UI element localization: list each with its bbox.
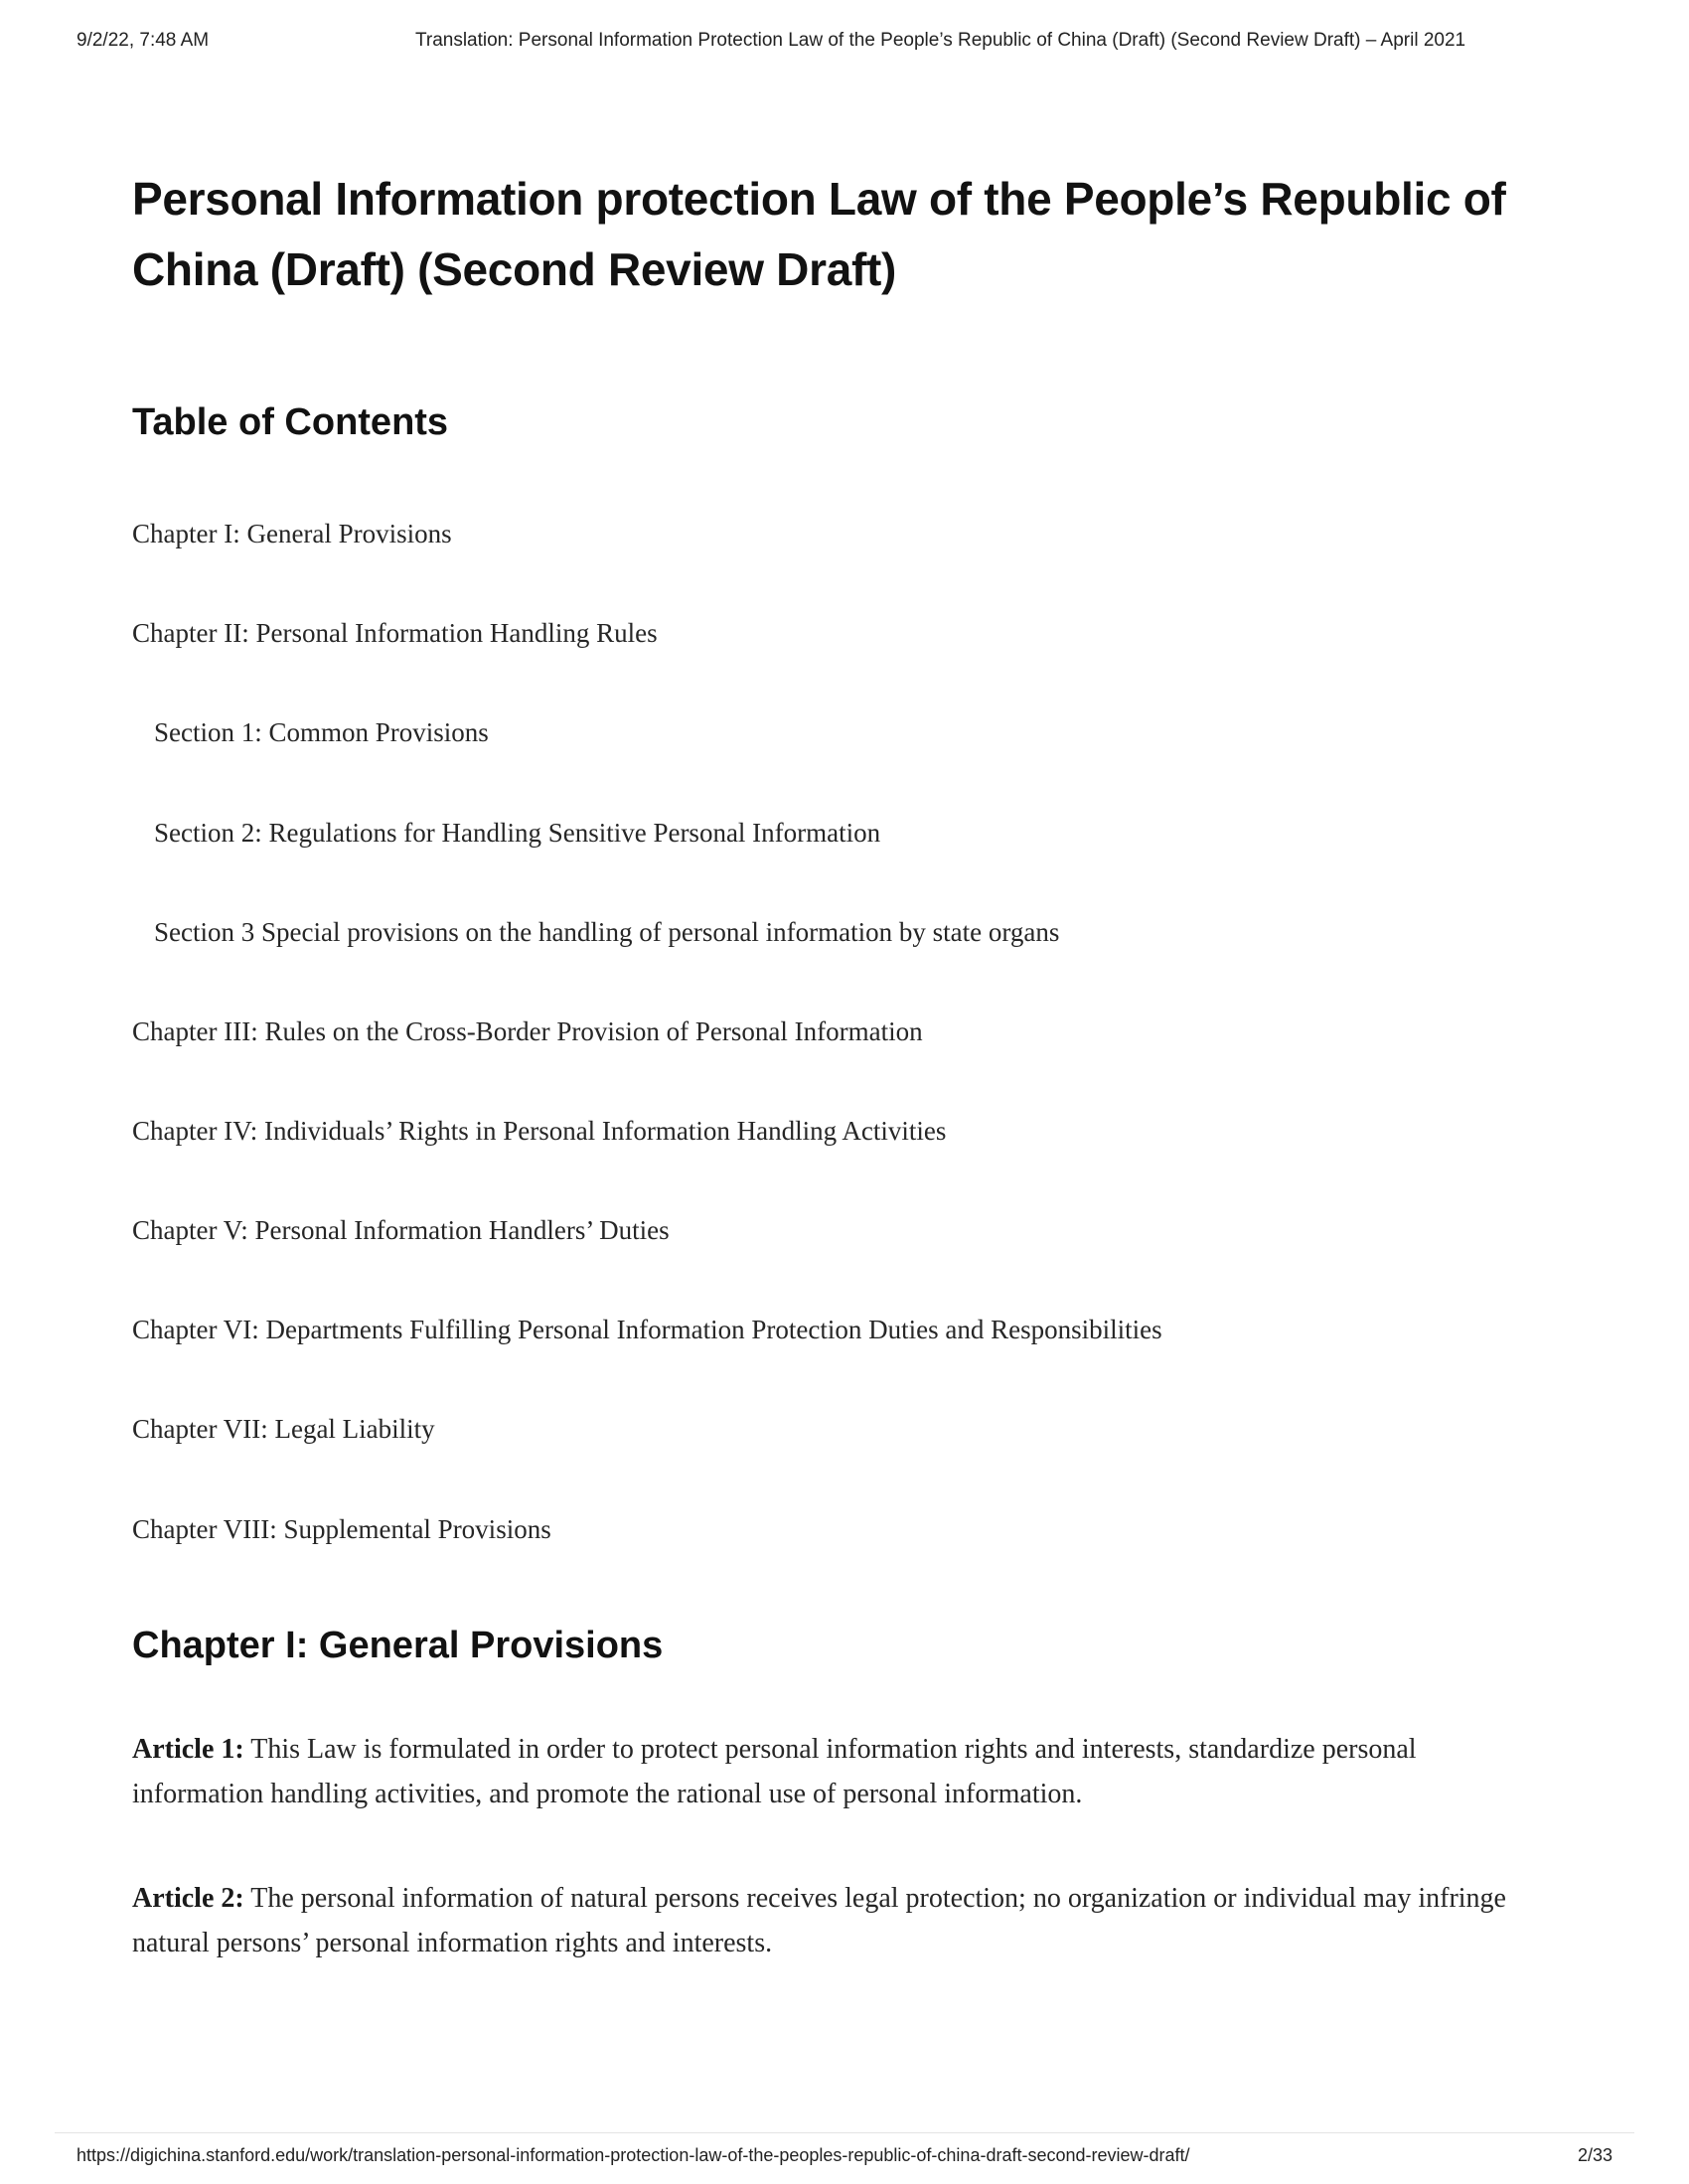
toc-item-chapter-4: Chapter IV: Individuals’ Rights in Personal Information Handling Activities [132, 1116, 947, 1147]
print-footer [55, 2132, 1634, 2184]
print-url: https://digichina.stanford.edu/work/translation-personal-information-protection-law-of-the-peoples-republic-of-china-draft-second-review-draft/ [77, 2145, 1190, 2165]
page-title: Personal Information protection Law of the People’s Republic of China (Draft) (Second Review Draft) [132, 173, 1506, 296]
article-2-paragraph [132, 1877, 1520, 1966]
article-2-text: The personal information of natural persons receives legal protection; no organization or individual may infringe natural persons’ personal information rights and interests. [132, 1882, 1506, 1958]
article-2-label: Article 2: [132, 1882, 244, 1914]
toc-item-section-2: Section 2: Regulations for Handling Sensitive Personal Information [154, 817, 881, 848]
toc-item-chapter-1: Chapter I: General Provisions [132, 519, 452, 549]
toc-item-chapter-3: Chapter III: Rules on the Cross-Border Provision of Personal Information [132, 1015, 923, 1046]
toc-heading: Table of Contents [132, 400, 449, 443]
article-1-label: Article 1: [132, 1734, 244, 1766]
print-datetime: 9/2/22, 7:48 AM [77, 30, 210, 51]
print-doc-title: Translation: Personal Information Protection Law of the People’s Republic of China (Draft) (Second Review Draft) – April 2021 [414, 30, 1466, 51]
article-1-paragraph [132, 1728, 1520, 1817]
article-1-text: This Law is formulated in order to protect personal information rights and interests, standardize personal information handling activities, and promote the rational use of personal information. [132, 1734, 1417, 1810]
toc-item-chapter-2: Chapter II: Personal Information Handling Rules [132, 618, 658, 649]
toc-item-section-1: Section 1: Common Provisions [154, 717, 489, 748]
toc-item-section-3: Section 3 Special provisions on the handling of personal information by state organs [154, 916, 1060, 947]
toc-item-chapter-6: Chapter VI: Departments Fulfilling Personal Information Protection Duties and Responsibilities [132, 1315, 1162, 1345]
chapter-1-heading: Chapter I: General Provisions [132, 1624, 664, 1666]
print-page-number: 2/33 [1577, 2145, 1612, 2165]
toc-item-chapter-7: Chapter VII: Legal Liability [132, 1414, 435, 1445]
toc-item-chapter-5: Chapter V: Personal Information Handlers’ Duties [132, 1215, 670, 1246]
toc-item-chapter-8: Chapter VIII: Supplemental Provisions [132, 1513, 551, 1544]
